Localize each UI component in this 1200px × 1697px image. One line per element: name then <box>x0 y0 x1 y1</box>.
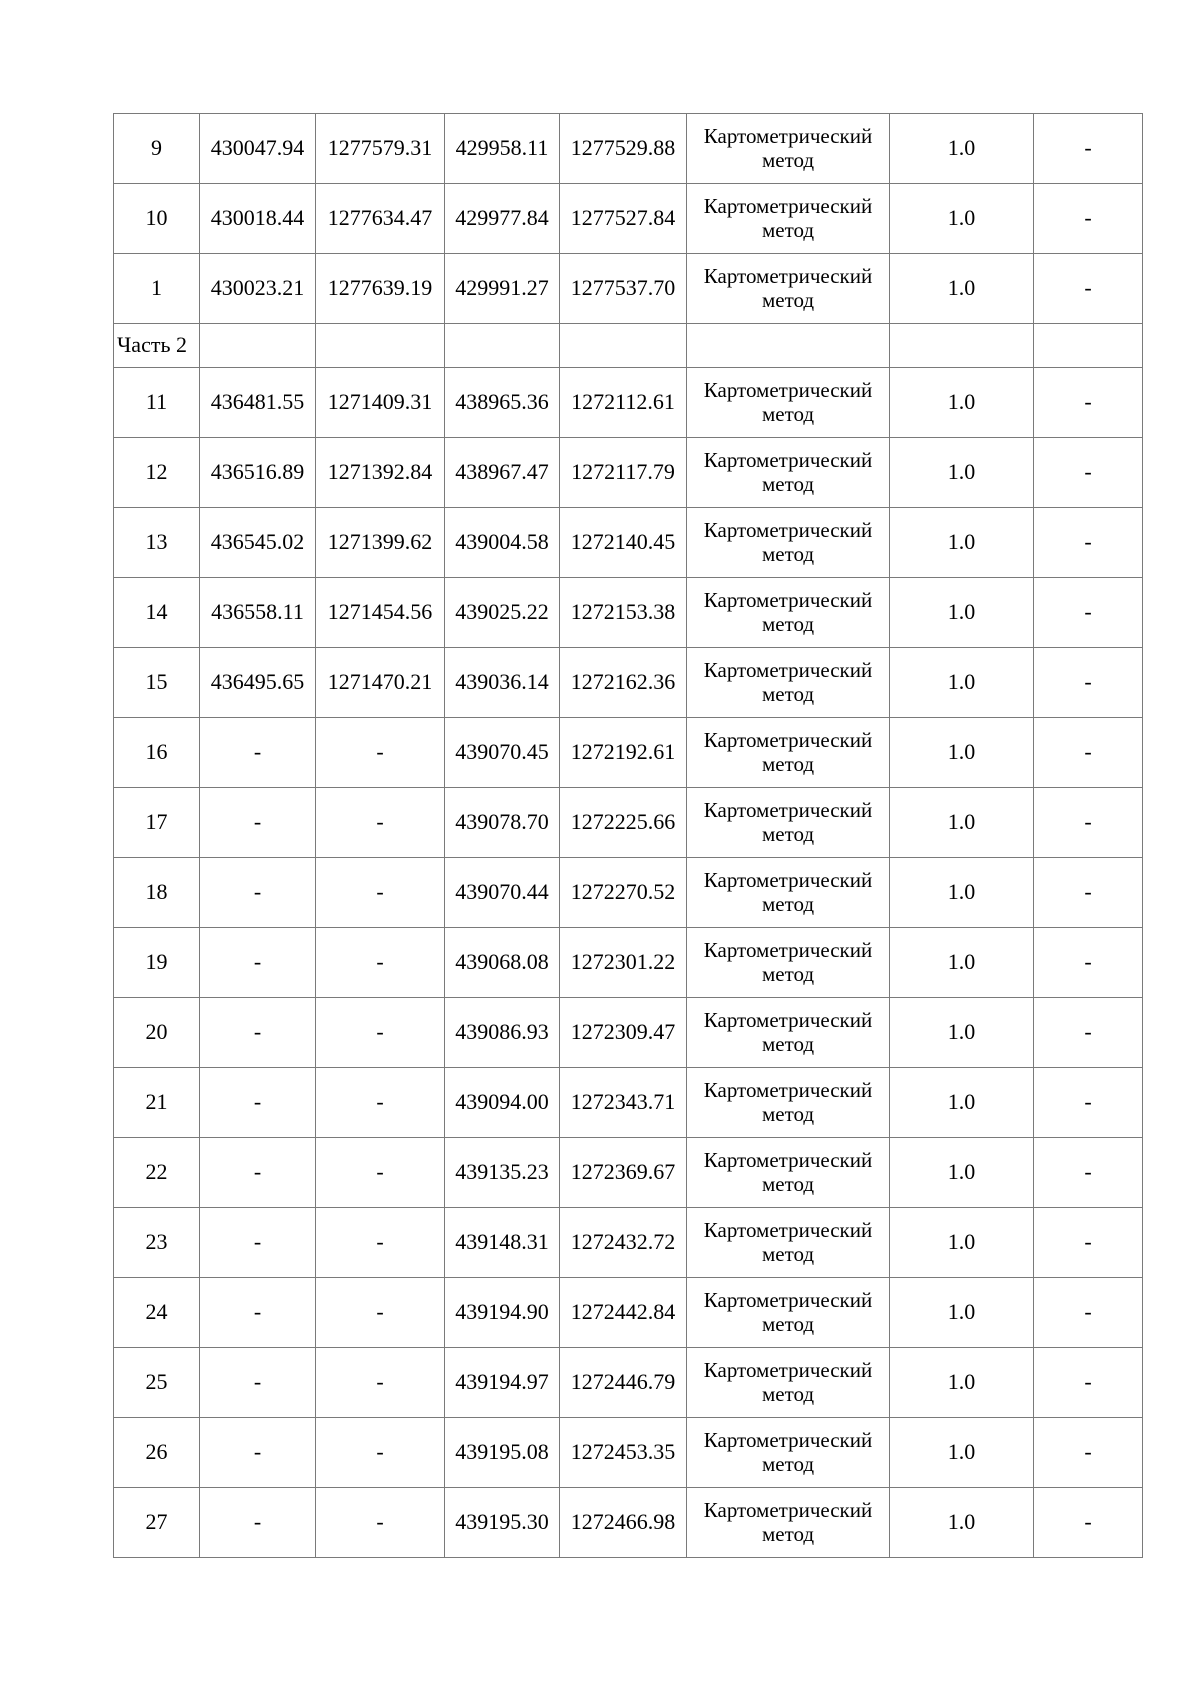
point-number-cell: 27 <box>114 1488 200 1558</box>
y-new-cell: 1272153.38 <box>560 578 687 648</box>
x-new-cell: 439036.14 <box>445 648 560 718</box>
accuracy-cell: 1.0 <box>890 438 1034 508</box>
accuracy-cell: 1.0 <box>890 184 1034 254</box>
method-cell <box>687 1278 890 1348</box>
point-number-cell: 22 <box>114 1138 200 1208</box>
empty-cell <box>1034 324 1143 368</box>
y-old-cell: - <box>316 1418 445 1488</box>
y-old-cell: - <box>316 858 445 928</box>
table-row <box>114 998 1143 1068</box>
description-cell: - <box>1034 368 1143 438</box>
point-number-cell: 26 <box>114 1418 200 1488</box>
x-old-cell: 436481.55 <box>200 368 316 438</box>
point-number-cell: 16 <box>114 718 200 788</box>
table-row <box>114 368 1143 438</box>
y-new-cell: 1272117.79 <box>560 438 687 508</box>
method-line-2: метод <box>761 961 815 986</box>
x-new-cell: 439070.44 <box>445 858 560 928</box>
description-cell: - <box>1034 1418 1143 1488</box>
description-cell: - <box>1034 858 1143 928</box>
method-line-1: Картометрический <box>703 938 873 963</box>
method-line-1: Картометрический <box>703 264 873 289</box>
y-new-cell: 1272140.45 <box>560 508 687 578</box>
x-old-cell: 436558.11 <box>200 578 316 648</box>
y-old-cell: 1271454.56 <box>316 578 445 648</box>
y-new-cell: 1272432.72 <box>560 1208 687 1278</box>
method-cell <box>687 788 890 858</box>
accuracy-cell: 1.0 <box>890 508 1034 578</box>
method-line-1: Картометрический <box>703 518 873 543</box>
point-number-cell: 17 <box>114 788 200 858</box>
y-new-cell: 1277527.84 <box>560 184 687 254</box>
accuracy-cell: 1.0 <box>890 648 1034 718</box>
description-cell: - <box>1034 1068 1143 1138</box>
table-row <box>114 858 1143 928</box>
empty-cell <box>445 324 560 368</box>
method-cell <box>687 578 890 648</box>
y-new-cell: 1272343.71 <box>560 1068 687 1138</box>
table-row <box>114 508 1143 578</box>
x-old-cell: 436516.89 <box>200 438 316 508</box>
accuracy-cell: 1.0 <box>890 998 1034 1068</box>
method-line-2: метод <box>761 217 815 242</box>
table-row <box>114 1418 1143 1488</box>
method-line-2: метод <box>761 611 815 636</box>
table-row <box>114 254 1143 324</box>
x-old-cell: - <box>200 1418 316 1488</box>
y-old-cell: - <box>316 1348 445 1418</box>
method-line-1: Картометрический <box>703 1078 873 1103</box>
method-line-1: Картометрический <box>703 378 873 403</box>
accuracy-cell: 1.0 <box>890 368 1034 438</box>
method-line-1: Картометрический <box>703 868 873 893</box>
x-new-cell: 439070.45 <box>445 718 560 788</box>
description-cell: - <box>1034 998 1143 1068</box>
method-line-1: Картометрический <box>703 124 873 149</box>
point-number-cell: 21 <box>114 1068 200 1138</box>
empty-cell <box>316 324 445 368</box>
method-line-1: Картометрический <box>703 1148 873 1173</box>
method-line-1: Картометрический <box>703 1288 873 1313</box>
table-row <box>114 184 1143 254</box>
y-old-cell: - <box>316 718 445 788</box>
accuracy-cell: 1.0 <box>890 1208 1034 1278</box>
description-cell: - <box>1034 578 1143 648</box>
accuracy-cell: 1.0 <box>890 1068 1034 1138</box>
y-old-cell: - <box>316 998 445 1068</box>
description-cell: - <box>1034 1278 1143 1348</box>
point-number-cell: 20 <box>114 998 200 1068</box>
method-cell <box>687 254 890 324</box>
point-number-cell: 19 <box>114 928 200 998</box>
method-cell <box>687 998 890 1068</box>
description-cell: - <box>1034 438 1143 508</box>
method-cell <box>687 508 890 578</box>
x-new-cell: 439004.58 <box>445 508 560 578</box>
point-number-cell: 18 <box>114 858 200 928</box>
method-line-2: метод <box>761 541 815 566</box>
method-line-1: Картометрический <box>703 1218 873 1243</box>
accuracy-cell: 1.0 <box>890 788 1034 858</box>
x-old-cell: - <box>200 928 316 998</box>
table-row <box>114 648 1143 718</box>
table-row <box>114 1068 1143 1138</box>
description-cell: - <box>1034 508 1143 578</box>
y-old-cell: 1271399.62 <box>316 508 445 578</box>
x-old-cell: - <box>200 788 316 858</box>
accuracy-cell: 1.0 <box>890 1278 1034 1348</box>
point-number-cell: 12 <box>114 438 200 508</box>
method-line-2: метод <box>761 1381 815 1406</box>
method-cell <box>687 1138 890 1208</box>
method-line-1: Картометрический <box>703 588 873 613</box>
x-old-cell: - <box>200 858 316 928</box>
method-cell <box>687 114 890 184</box>
method-cell <box>687 648 890 718</box>
method-line-2: метод <box>761 1101 815 1126</box>
y-new-cell: 1272301.22 <box>560 928 687 998</box>
x-old-cell: 436495.65 <box>200 648 316 718</box>
coordinates-table <box>113 113 1143 1558</box>
x-old-cell: - <box>200 718 316 788</box>
point-number-cell: 1 <box>114 254 200 324</box>
y-new-cell: 1277537.70 <box>560 254 687 324</box>
accuracy-cell: 1.0 <box>890 1138 1034 1208</box>
x-new-cell: 439086.93 <box>445 998 560 1068</box>
method-line-2: метод <box>761 1451 815 1476</box>
method-cell <box>687 858 890 928</box>
table-body-part1 <box>114 114 1143 324</box>
accuracy-cell: 1.0 <box>890 718 1034 788</box>
y-new-cell: 1277529.88 <box>560 114 687 184</box>
method-cell <box>687 368 890 438</box>
y-old-cell: 1277634.47 <box>316 184 445 254</box>
table-row <box>114 718 1143 788</box>
description-cell: - <box>1034 1138 1143 1208</box>
description-cell: - <box>1034 1488 1143 1558</box>
y-old-cell: 1271392.84 <box>316 438 445 508</box>
y-new-cell: 1272466.98 <box>560 1488 687 1558</box>
table-body-part2 <box>114 368 1143 1558</box>
method-cell <box>687 1068 890 1138</box>
method-cell <box>687 1208 890 1278</box>
y-old-cell: 1271470.21 <box>316 648 445 718</box>
description-cell: - <box>1034 1208 1143 1278</box>
x-new-cell: 429977.84 <box>445 184 560 254</box>
method-line-2: метод <box>761 821 815 846</box>
x-new-cell: 439195.08 <box>445 1418 560 1488</box>
x-new-cell: 439068.08 <box>445 928 560 998</box>
empty-cell <box>890 324 1034 368</box>
x-old-cell: - <box>200 1348 316 1418</box>
method-line-2: метод <box>761 1031 815 1056</box>
x-old-cell: - <box>200 1278 316 1348</box>
x-old-cell: 430023.21 <box>200 254 316 324</box>
point-number-cell: 11 <box>114 368 200 438</box>
table-row <box>114 788 1143 858</box>
description-cell: - <box>1034 648 1143 718</box>
y-new-cell: 1272309.47 <box>560 998 687 1068</box>
point-number-cell: 14 <box>114 578 200 648</box>
point-number-cell: 15 <box>114 648 200 718</box>
method-line-1: Картометрический <box>703 798 873 823</box>
table-row <box>114 1208 1143 1278</box>
y-new-cell: 1272446.79 <box>560 1348 687 1418</box>
method-cell <box>687 928 890 998</box>
y-old-cell: - <box>316 1208 445 1278</box>
table-row <box>114 438 1143 508</box>
empty-cell <box>687 324 890 368</box>
y-old-cell: - <box>316 788 445 858</box>
x-new-cell: 439094.00 <box>445 1068 560 1138</box>
x-old-cell: - <box>200 1208 316 1278</box>
y-new-cell: 1272270.52 <box>560 858 687 928</box>
x-old-cell: - <box>200 998 316 1068</box>
x-old-cell: - <box>200 1068 316 1138</box>
method-line-1: Картометрический <box>703 1498 873 1523</box>
description-cell: - <box>1034 1348 1143 1418</box>
x-new-cell: 439135.23 <box>445 1138 560 1208</box>
method-line-2: метод <box>761 1241 815 1266</box>
accuracy-cell: 1.0 <box>890 858 1034 928</box>
document-page <box>113 113 1143 1558</box>
x-new-cell: 439148.31 <box>445 1208 560 1278</box>
y-new-cell: 1272453.35 <box>560 1418 687 1488</box>
method-line-2: метод <box>761 147 815 172</box>
point-number-cell: 13 <box>114 508 200 578</box>
method-line-2: метод <box>761 287 815 312</box>
x-new-cell: 439194.90 <box>445 1278 560 1348</box>
y-old-cell: - <box>316 928 445 998</box>
x-old-cell: - <box>200 1138 316 1208</box>
method-cell <box>687 718 890 788</box>
x-new-cell: 429958.11 <box>445 114 560 184</box>
x-new-cell: 438965.36 <box>445 368 560 438</box>
method-line-2: метод <box>761 681 815 706</box>
point-number-cell: 9 <box>114 114 200 184</box>
table-body-part2-header <box>114 324 1143 368</box>
accuracy-cell: 1.0 <box>890 928 1034 998</box>
y-old-cell: 1277639.19 <box>316 254 445 324</box>
y-old-cell: - <box>316 1068 445 1138</box>
method-line-1: Картометрический <box>703 194 873 219</box>
method-line-1: Картометрический <box>703 1008 873 1033</box>
x-new-cell: 439194.97 <box>445 1348 560 1418</box>
x-old-cell: 430018.44 <box>200 184 316 254</box>
x-old-cell: 436545.02 <box>200 508 316 578</box>
method-line-1: Картометрический <box>703 448 873 473</box>
x-old-cell: 430047.94 <box>200 114 316 184</box>
x-new-cell: 439195.30 <box>445 1488 560 1558</box>
y-old-cell: - <box>316 1488 445 1558</box>
x-new-cell: 439078.70 <box>445 788 560 858</box>
description-cell: - <box>1034 788 1143 858</box>
method-line-2: метод <box>761 891 815 916</box>
method-cell <box>687 1488 890 1558</box>
table-row <box>114 114 1143 184</box>
accuracy-cell: 1.0 <box>890 114 1034 184</box>
y-new-cell: 1272225.66 <box>560 788 687 858</box>
method-cell <box>687 1418 890 1488</box>
table-row <box>114 928 1143 998</box>
method-line-2: метод <box>761 1311 815 1336</box>
y-old-cell: - <box>316 1278 445 1348</box>
description-cell: - <box>1034 184 1143 254</box>
method-line-2: метод <box>761 1171 815 1196</box>
y-new-cell: 1272112.61 <box>560 368 687 438</box>
method-line-1: Картометрический <box>703 728 873 753</box>
accuracy-cell: 1.0 <box>890 1488 1034 1558</box>
accuracy-cell: 1.0 <box>890 254 1034 324</box>
y-new-cell: 1272162.36 <box>560 648 687 718</box>
y-new-cell: 1272442.84 <box>560 1278 687 1348</box>
method-line-1: Картометрический <box>703 1358 873 1383</box>
y-old-cell: 1277579.31 <box>316 114 445 184</box>
x-new-cell: 438967.47 <box>445 438 560 508</box>
accuracy-cell: 1.0 <box>890 578 1034 648</box>
x-new-cell: 439025.22 <box>445 578 560 648</box>
y-new-cell: 1272369.67 <box>560 1138 687 1208</box>
description-cell: - <box>1034 718 1143 788</box>
description-cell: - <box>1034 928 1143 998</box>
accuracy-cell: 1.0 <box>890 1348 1034 1418</box>
table-row <box>114 1278 1143 1348</box>
table-row <box>114 1348 1143 1418</box>
y-old-cell: - <box>316 1138 445 1208</box>
y-old-cell: 1271409.31 <box>316 368 445 438</box>
description-cell: - <box>1034 114 1143 184</box>
method-line-1: Картометрический <box>703 1428 873 1453</box>
method-line-2: метод <box>761 471 815 496</box>
x-old-cell: - <box>200 1488 316 1558</box>
accuracy-cell: 1.0 <box>890 1418 1034 1488</box>
table-row <box>114 1488 1143 1558</box>
y-new-cell: 1272192.61 <box>560 718 687 788</box>
method-cell <box>687 438 890 508</box>
table-row <box>114 578 1143 648</box>
empty-cell <box>560 324 687 368</box>
table-row <box>114 1138 1143 1208</box>
point-number-cell: 10 <box>114 184 200 254</box>
x-new-cell: 429991.27 <box>445 254 560 324</box>
method-cell <box>687 184 890 254</box>
point-number-cell: 24 <box>114 1278 200 1348</box>
method-line-2: метод <box>761 1521 815 1546</box>
part-2-label: Часть 2 <box>114 324 200 368</box>
method-line-2: метод <box>761 401 815 426</box>
part-header-row <box>114 324 1143 368</box>
empty-cell <box>200 324 316 368</box>
point-number-cell: 23 <box>114 1208 200 1278</box>
point-number-cell: 25 <box>114 1348 200 1418</box>
method-cell <box>687 1348 890 1418</box>
method-line-2: метод <box>761 751 815 776</box>
method-line-1: Картометрический <box>703 658 873 683</box>
description-cell: - <box>1034 254 1143 324</box>
